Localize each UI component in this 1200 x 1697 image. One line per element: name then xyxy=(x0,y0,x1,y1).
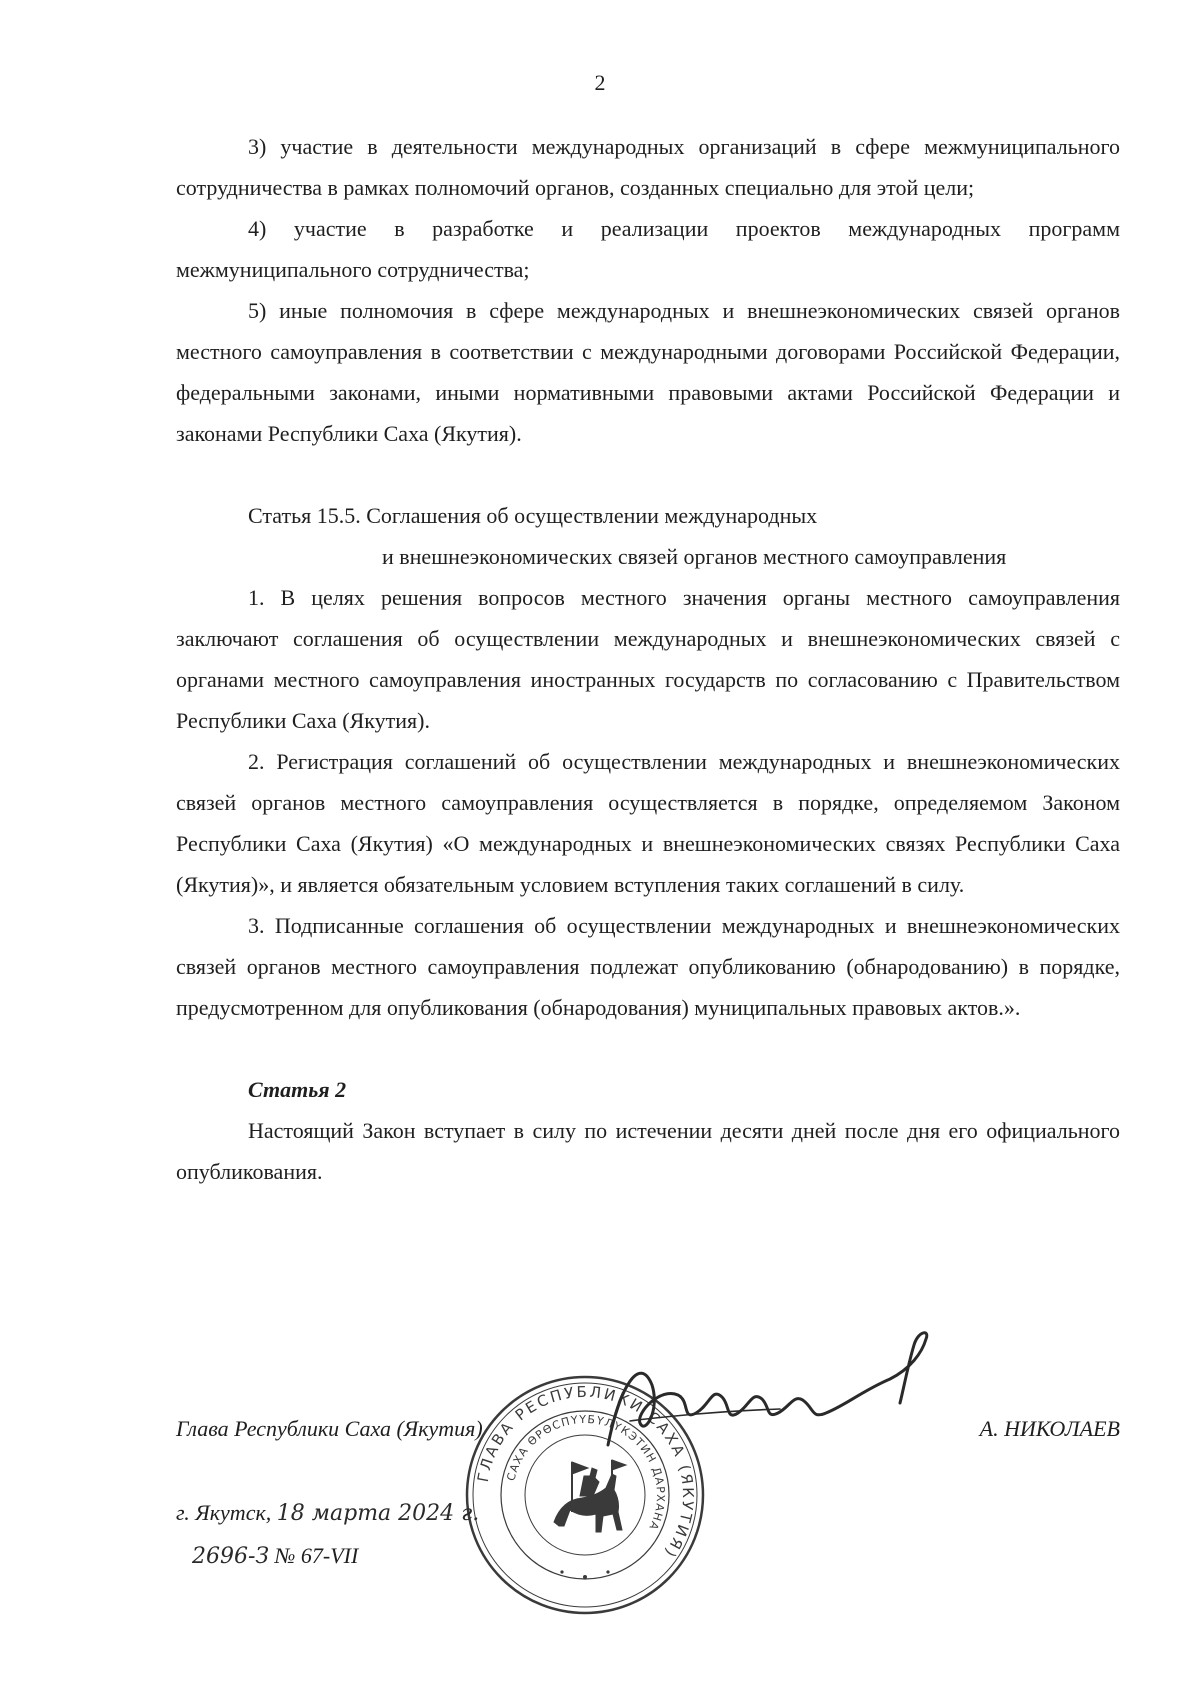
article-15-5-heading xyxy=(176,495,1120,577)
article-2-title: Статья 2 xyxy=(248,1077,347,1102)
document-body xyxy=(176,126,1120,1192)
law-number-handwritten: 2696-З xyxy=(192,1544,270,1569)
article-15-5-item-2: 2. Регистрация соглашений об осуществлении международных и внешнеэкономических связей органов местного самоуправления осуществляется в порядке, определяемом Законом Республики Саха (Якутия) «О международных и внешнеэкономических связях Республики Саха (Якутия)», и является обязательным условием вступления таких соглашений в силу. xyxy=(176,749,1120,897)
seal-emblem-icon xyxy=(554,1460,626,1532)
article-15-5-heading-line1: Статья 15.5. Соглашения об осуществлении международных xyxy=(248,503,818,528)
handwritten-date: 18 марта 2024 г. xyxy=(276,1501,480,1526)
law-number xyxy=(192,1543,358,1569)
place-and-date xyxy=(176,1500,479,1526)
paragraph-item-3: 3) участие в деятельности международных организаций в сфере межмуниципального сотрудничества в рамках полномочий органов, созданных специально для этой цели; xyxy=(176,134,1120,200)
city-label: г. Якутск, xyxy=(176,1500,272,1525)
paragraph-item-4: 4) участие в разработке и реализации проектов международных программ межмуниципального сотрудничества; xyxy=(176,216,1120,282)
article-15-5-item-1: 1. В целях решения вопросов местного значения органы местного самоуправления заключают соглашения об осуществлении международных и внешнеэкономических связей с органами местного самоуправления иностранных государств по согласованию с Правительством Республики Саха (Якутия). xyxy=(176,585,1120,733)
article-15-5-item-3: 3. Подписанные соглашения об осуществлении международных и внешнеэкономических связей органов местного самоуправления подлежат опубликованию (обнародованию) в порядке, предусмотренном для опубликования (обнародования) муниципальных правовых актов.». xyxy=(176,913,1120,1020)
signatory-name: А. НИКОЛАЕВ xyxy=(979,1416,1120,1441)
page-number: 2 xyxy=(594,70,606,95)
law-number-printed: № 67-VII xyxy=(274,1543,359,1568)
seal-outer-lettering: ГЛАВА РЕСПУБЛИКИ САХА (ЯКУТИЯ) xyxy=(473,1382,698,1563)
article-2-text: Настоящий Закон вступает в силу по истечении десяти дней после дня его официального опубликования. xyxy=(176,1118,1120,1184)
paragraph-item-5: 5) иные полномочия в сфере международных и внешнеэкономических связей органов местного самоуправления в соответствии с международными договорами Российской Федерации, федеральными законами, иными нормативными правовыми актами Российской Федерации и законами Республики Саха (Якутия). xyxy=(176,298,1120,446)
seal-inner-lettering: САХА ӨРӨСПҮҮБҮЛҮКЭТИН ДАРХАНА xyxy=(504,1412,668,1533)
signature-block xyxy=(176,1416,1120,1456)
article-15-5-heading-line2: и внешнеэкономических связей органов местного самоуправления xyxy=(382,544,1007,569)
signatory-title: Глава Республики Саха (Якутия) xyxy=(176,1416,483,1441)
